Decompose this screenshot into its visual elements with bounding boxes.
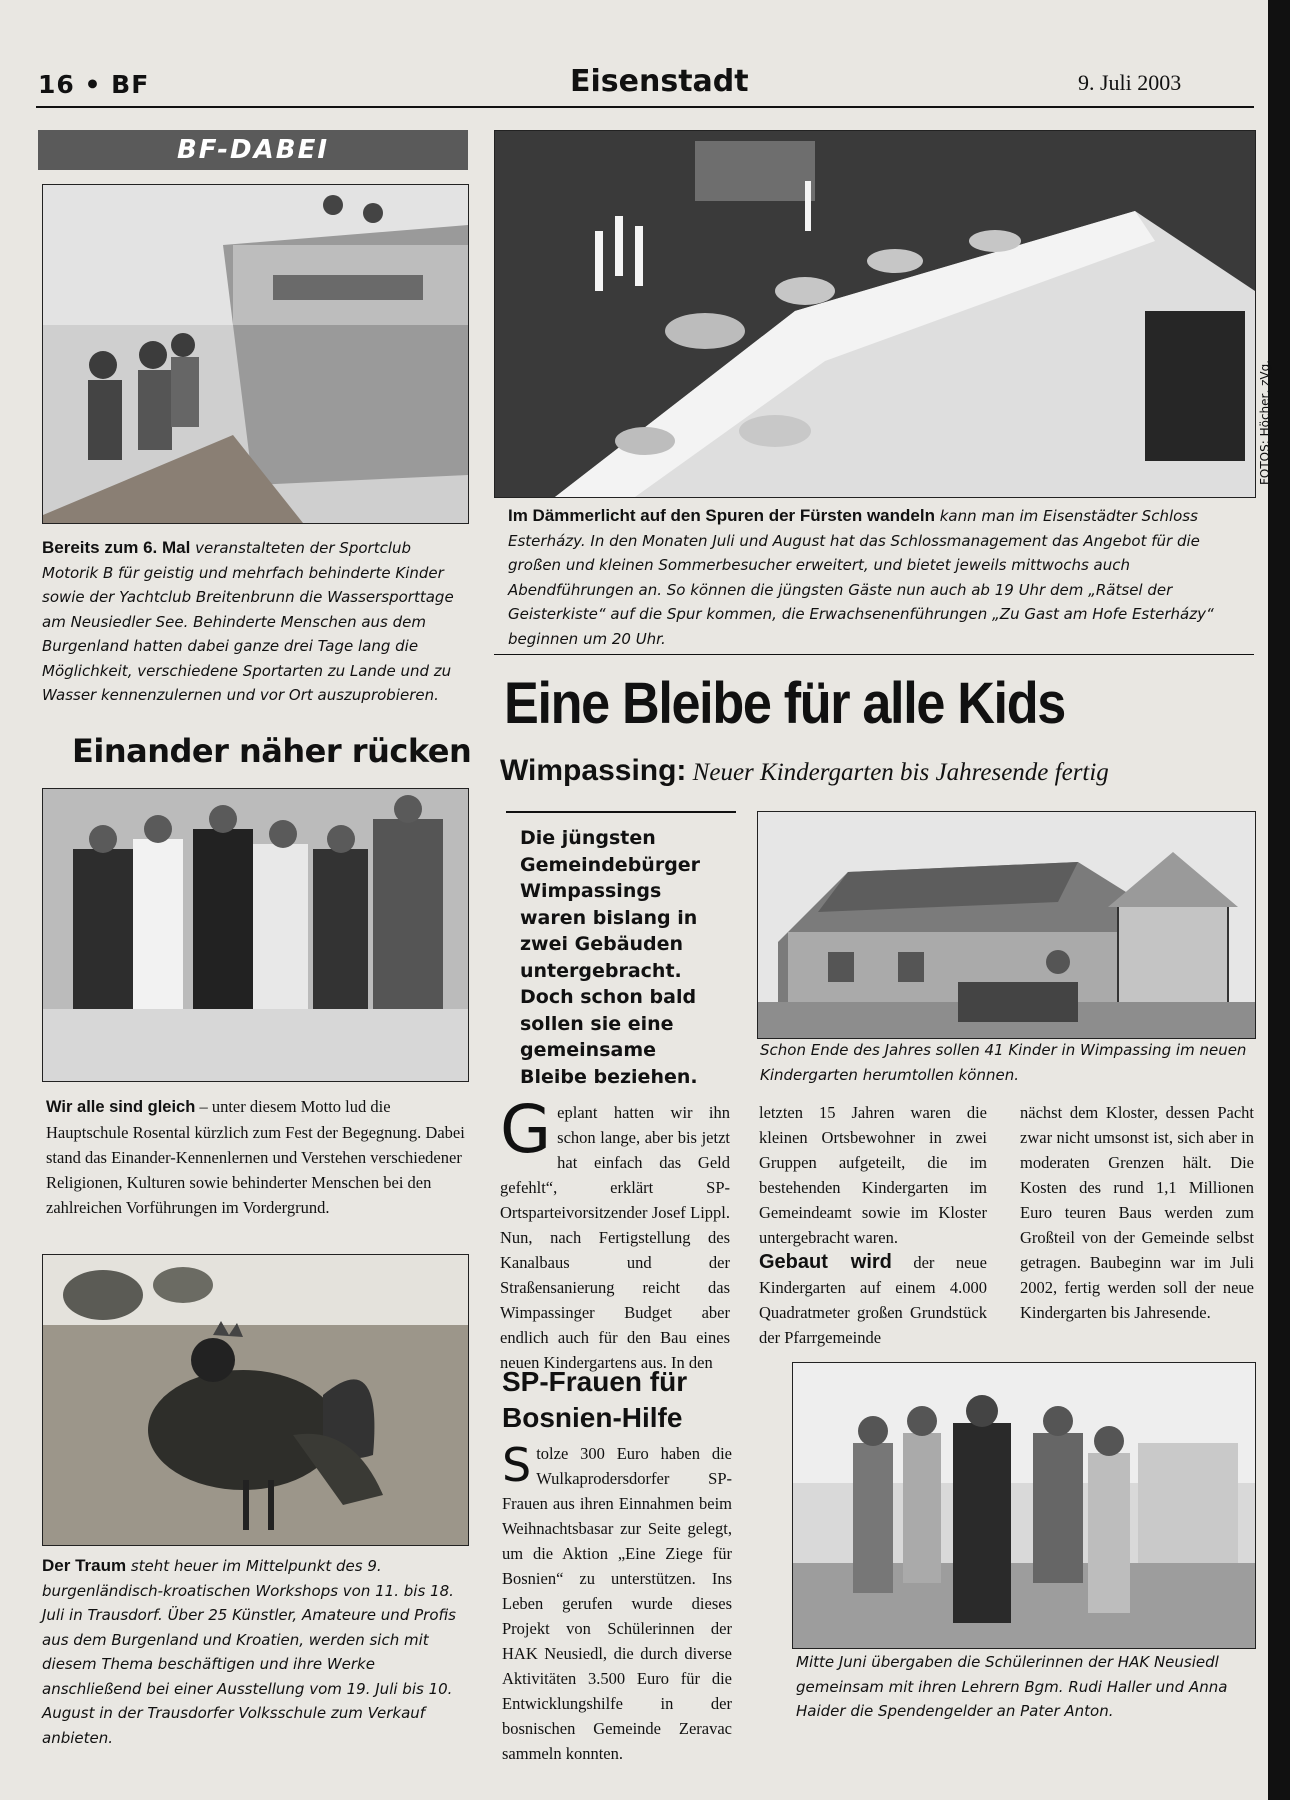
dance-caption-lead: Wir alle sind gleich	[46, 1098, 196, 1116]
dance-headline: Einander näher rücken	[72, 732, 472, 770]
rooster-painting	[42, 1254, 469, 1546]
banquet-caption-text: kann man im Eisenstädter Schloss Esterházy. In den Monaten Juli und August hat das Schlossmanagement das Angebot für die großen und kleinen Sommerbesucher erweitert, und bietet jeweils mittwochs auch Abendführungen an. So können die jüngsten Gäste nun auch ab 19 Uhr dem „Rätsel der Geisterkiste“ auf die Spur kommen, die Erwachsenenführungen „Zu Gast am Hofe Esterházy“ beginnen um 20 Uhr.	[508, 507, 1214, 648]
header-rule	[36, 106, 1254, 108]
caption-box-bottom	[494, 654, 1254, 655]
boat-caption-lead: Bereits zum 6. Mal	[42, 538, 191, 557]
boat-caption-text: veranstalteten der Sportclub Motorik B für geistig und mehrfach behinderte Kinder sowie der Yachtclub Breitenbrunn die Wassersporttage am Neusiedler See. Behinderte Menschen aus dem Burgenland hatten dabei ganze drei Tage lang die Möglichkeit, verschiedene Sportarten zu Lande und zu Wasser kennenzulernen und vor Ort auszuprobieren.	[42, 539, 454, 704]
article-col-2-text-1: letzten 15 Jahren waren die kleinen Ortsbewohner in zwei Gruppen aufgeteilt, die im bestehenden Kindergarten im Gemeindeamt sowie im Kloster untergebracht waren.	[759, 1103, 987, 1247]
banquet-table-photo	[494, 130, 1256, 498]
article-col-1	[500, 1091, 730, 1375]
boat-caption	[42, 536, 470, 708]
sp-dropcap: S	[502, 1438, 532, 1492]
article-col-3: nächst dem Kloster, dessen Pacht zwar nicht umsonst ist, sich aber in moderaten Grenzen hält. Die Kosten des rund 1,1 Millionen Euro teuren Baus werden zum Großteil von der Gemeinde selbst getragen. Baubeginn war im Juli 2002, fertig werden soll der neue Kindergarten bis Jahresende.	[1020, 1103, 1254, 1322]
page-section-city: Eisenstadt	[570, 64, 749, 99]
subheadline-place: Wimpassing:	[500, 754, 687, 787]
main-headline: Eine Bleibe für alle Kids	[504, 671, 1065, 736]
page-number: 16 • BF	[38, 70, 150, 99]
boat-photo	[42, 184, 469, 524]
article-col-1-text: eplant hatten wir ihn schon lange, aber bis jetzt hat einfach das Geld gefehlt“, erklärt SP-Ortsparteivorsitzender Josef Lippl. Nun, nach Fertigstellung des Kanalbaus und der Straßensanierung reicht das Wimpassinger Budget aber endlich auch für den Bau eines neuen Kindergartens aus. In den	[500, 1103, 730, 1372]
donation-group-photo	[792, 1362, 1256, 1649]
issue-date: 9. Juli 2003	[1078, 70, 1182, 95]
banquet-caption-lead: Im Dämmerlicht auf den Spuren der Fürsten wandeln	[508, 506, 935, 525]
rooster-caption-lead: Der Traum	[42, 1556, 127, 1575]
article-col-2	[759, 1100, 987, 1350]
subheadline	[500, 754, 1260, 788]
teaser-text: Die jüngsten Gemeindebürger Wimpassings waren bislang in zwei Gebäuden untergebracht. Doch schon bald sollen sie eine gemeinsame Bleibe beziehen.	[520, 827, 701, 1088]
subheadline-text: Neuer Kindergarten bis Jahresende fertig	[686, 759, 1109, 786]
rooster-caption-text: steht heuer im Mittelpunkt des 9. burgenländisch-kroatischen Workshops von 11. bis 18. Juli in Trausdorf. Über 25 Künstler, Amateure und Profis aus dem Burgenland und Kroatien, werden sich mit diesem Thema beschäftigen und ihre Werke anschließend bei einer Ausstellung vom 19. Juli bis 10. August in der Trausdorfer Volksschule zum Verkauf anbieten.	[42, 1557, 457, 1747]
donation-caption: Mitte Juni übergaben die Schülerinnen der HAK Neusiedl gemeinsam mit ihren Lehrern Bgm. Rudi Haller und Anna Haider die Spendengelder an Pater Anton.	[796, 1653, 1228, 1720]
banquet-caption	[508, 504, 1248, 651]
sp-headline: SP-Frauen für Bosnien-Hilfe	[502, 1366, 688, 1433]
dance-photo	[42, 788, 469, 1082]
right-edge-bar	[1268, 0, 1290, 1800]
photo-credit: FOTOS: Höcher, zVg.	[1258, 359, 1272, 485]
article-col-2-lead: Gebaut wird	[759, 1251, 892, 1273]
section-tag: BF-DABEI	[38, 130, 468, 170]
kindergarten-building-photo	[757, 811, 1256, 1039]
dance-caption-text: – unter diesem Motto lud die Hauptschule Rosental kürzlich zum Fest der Begegnung. Dabei stand das Einander-Kennenlernen und Verstehen verschiedener Religionen, Kulturen sowie behinderter Menschen bei den zahlreichen Vorführungen im Vordergrund.	[46, 1097, 465, 1217]
rooster-caption	[42, 1554, 470, 1750]
article-col-2-text-2: der neue Kindergarten auf einem 4.000 Quadratmeter großen Grundstück der Pfarrgemeinde	[759, 1253, 987, 1347]
kindergarten-caption: Schon Ende des Jahres sollen 41 Kinder in Wimpassing im neuen Kindergarten herumtollen können.	[760, 1041, 1247, 1084]
sp-article-text: tolze 300 Euro haben die Wulkaprodersdorfer SP-Frauen aus ihren Einnahmen beim Weihnachtsbasar zur Seite gelegt, um die Aktion „Eine Ziege für Bosnien“ zu unterstützen. Ins Leben gerufen wurde dieses Projekt von Schülerinnen der HAK Neusiedl, die durch diverse Aktivitäten 3.500 Euro für die Entwicklungshilfe in der bosnischen Gemeinde Zeravac sammeln konnten.	[502, 1444, 732, 1763]
article-dropcap: G	[500, 1091, 552, 1168]
sp-article	[502, 1438, 732, 1766]
dance-caption	[46, 1094, 466, 1220]
